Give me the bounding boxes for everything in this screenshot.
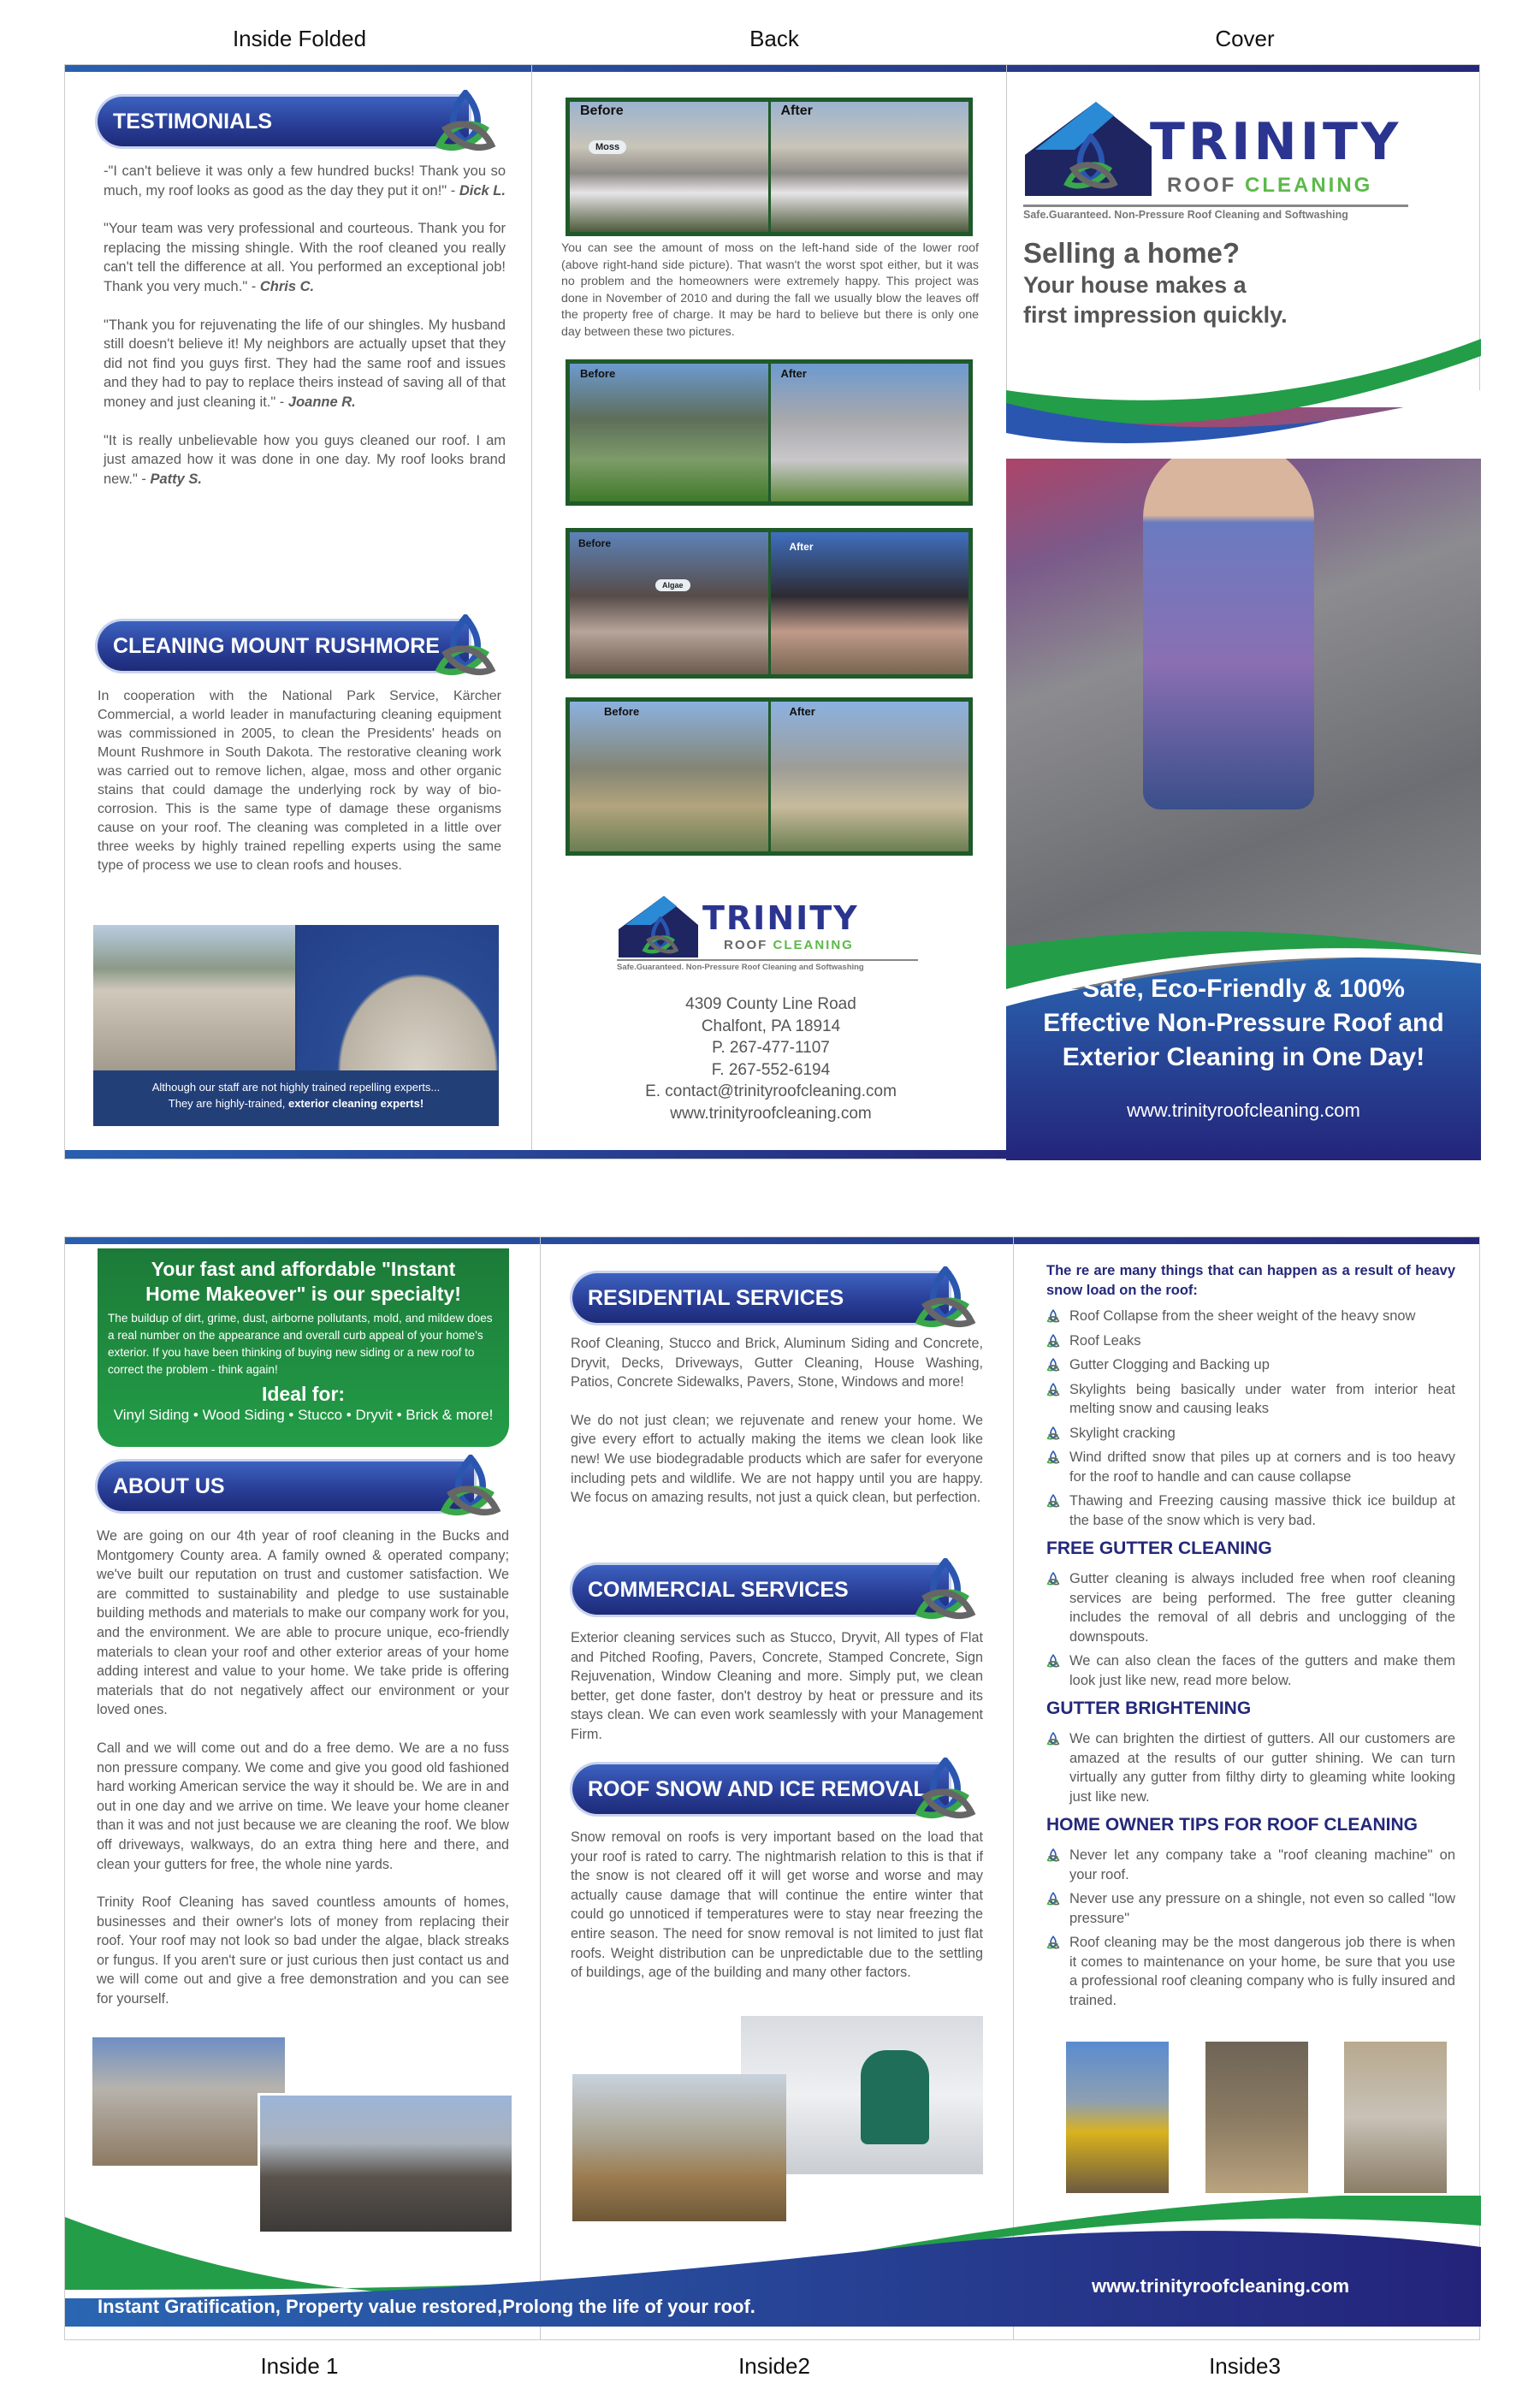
testimonial: "Thank you for rejuvenating the life of our shingles. My husband still doesn't believe it! My neighbors are actually upset that they did not find you guys first. They had the same roof and issues and they had to pay to replace theirs instead of saving all of that money and just cleaning it." - Joanne R.: [104, 317, 506, 410]
inside3-content: [1046, 1261, 1455, 2015]
residential-title: RESIDENTIAL SERVICES: [588, 1286, 844, 1310]
trinity-knot-icon: [433, 614, 498, 676]
rushmore-header: [98, 621, 469, 671]
list-item: Roof Collapse from the sheer weight of the heavy snow: [1046, 1307, 1455, 1326]
cover-tagline: [1006, 972, 1481, 1128]
commercial-title: COMMERCIAL SERVICES: [588, 1578, 849, 1602]
trinity-bullet-icon: [1046, 1572, 1060, 1586]
trinity-knot-icon: [913, 1758, 978, 1819]
before-label: Before: [580, 104, 624, 118]
cover-tagline-1: Safe, Eco-Friendly & 100%: [1082, 975, 1405, 1003]
snow-load-list: [1046, 1307, 1455, 1530]
after-label: After: [780, 367, 807, 380]
gutter-brightening-title: GUTTER BRIGHTENING: [1046, 1699, 1252, 1718]
brochure-outside-sheet: [64, 64, 1480, 1159]
residential-text: [571, 1334, 983, 1527]
before-label: Before: [604, 705, 640, 718]
instant-makeover-box: [98, 1248, 509, 1447]
logo-tagline: Safe.Guaranteed. Non-Pressure Roof Cleaning and Softwashing: [1023, 205, 1408, 221]
testimonial-author: Joanne R.: [287, 394, 356, 410]
free-gutter-cleaning-title: FREE GUTTER CLEANING: [1046, 1538, 1272, 1558]
trinity-knot-icon: [913, 1266, 978, 1328]
testimonials-header: [98, 97, 469, 146]
promo-text: The buildup of dirt, grime, dust, airborne pollutants, mold, and mildew does a real number on the appearance and overall curb appeal of your home's exterior. If you have been thinking of buying new siding or a new roof to correct the problem - think again!: [108, 1312, 493, 1376]
list-item: Skylight cracking: [1046, 1424, 1455, 1444]
list-item: Wind drifted snow that piles up at corners and is too heavy for the roof to handle and can cause collapse: [1046, 1448, 1455, 1486]
logo-roof: ROOF: [724, 938, 768, 952]
testimonial: "Your team was very professional and courteous. Thank you for replacing the missing shingle. With the roof cleaned you really can't tell the difference at all. You performed an exceptional job! Thank you very much." - Chris C.: [104, 221, 506, 294]
footer-website-link[interactable]: www.trinityroofcleaning.com: [1092, 2275, 1350, 2297]
about-us-header: [98, 1461, 474, 1511]
snow-removal-title: ROOF SNOW AND ICE REMOVAL: [588, 1777, 927, 1801]
algae-tag: Algae: [655, 579, 690, 591]
inside3-photo-gutter: [1205, 2042, 1308, 2193]
brochure-inside-sheet: [64, 1236, 1480, 2340]
trinity-bullet-icon: [1046, 1732, 1060, 1746]
fax: F. 267-552-6194: [711, 1060, 831, 1079]
trinity-bullet-icon: [1046, 1358, 1060, 1372]
after-label: After: [789, 705, 815, 718]
rushmore-title: CLEANING MOUNT RUSHMORE: [113, 634, 440, 658]
bottom-stripe: [65, 1150, 1006, 1159]
company-logo-back: [617, 891, 925, 981]
trinity-knot-icon: [438, 1455, 503, 1516]
list-item: Skylights being basically under water from interior heat melting snow and causing leaks: [1046, 1380, 1455, 1419]
company-logo-cover: [1023, 95, 1468, 232]
snow-removal-text: Snow removal on roofs is very important based on the load that your roof is rated to carry. The nightmarish relation to this is that if the snow is not cleared off it will get worse and worse and may actually cause damage that will continue the entire winter that could go unnoticed if temperatures were to stay near freezing the entire season. The need for snow removal is not limited to just flat roofs. Weight distribution can be unpredictable due to the settling of buildings, age of the building and many other factors.: [571, 1829, 983, 1981]
cover-tagline-3: Exterior Cleaning in One Day!: [1062, 1043, 1425, 1071]
trinity-bullet-icon: [1046, 1450, 1060, 1464]
list-item: Never let any company take a "roof cleaning machine" on your roof.: [1046, 1846, 1455, 1884]
cover-photo-gutter-cleaning: [1006, 407, 1481, 989]
fold-line: [1013, 1237, 1014, 2339]
list-item: We can also clean the faces of the gutters and make them look just like new, read more below.: [1046, 1651, 1455, 1690]
logo-cleaning: CLEANING: [1245, 174, 1373, 197]
about-us-text: [97, 1527, 509, 2028]
top-stripe: [65, 1237, 1479, 1244]
panel-label-back: Back: [749, 26, 799, 51]
list-item: Never use any pressure on a shingle, not even so called "low pressure": [1046, 1889, 1455, 1928]
logo-roof: ROOF: [1167, 174, 1237, 197]
address: 4309 County Line Road: [685, 995, 856, 1013]
rushmore-text: In cooperation with the National Park Service, Kärcher Commercial, a world leader in manufacturing cleaning equipment was commissioned in 2005, to clean the Presidents' heads on Mount Rushmore in South Dakota. The restorative cleaning work was carried out to remove lichen, algae, moss and other organic stains that could damage the underlying rock by way of bio-corrosion. This is the same type of damage these organisms cause on your roof. The cleaning was completed in a little over three weeks by highly trained repelling experts using the same type of process we use to clean roofs and houses.: [98, 689, 501, 873]
footer-wave: [65, 2196, 1481, 2341]
trinity-bullet-icon: [1046, 1334, 1060, 1348]
about-paragraph: Trinity Roof Cleaning has saved countless amounts of homes, businesses and their owner's lots of money from replacing their roof. Your roof may not look so bad under the algae, black streaks or fungus. If you aren't sure or just curious then just contact us and we will come out and give a free demonstration and you can see for yourself.: [97, 1894, 509, 2007]
before-after-photo-3: [566, 528, 973, 679]
fold-line: [531, 65, 532, 1159]
cover-top-wave: [1006, 339, 1481, 459]
brightening-list: [1046, 1729, 1455, 1806]
before-label: Before: [578, 537, 612, 549]
ideal-for-list: Vinyl Siding • Wood Siding • Stucco • Dryvit • Brick & more!: [113, 1407, 494, 1423]
panel-label-inside-3: Inside3: [1209, 2353, 1281, 2379]
list-item: We can brighten the dirtiest of gutters. All our customers are amazed at the results of our gutter shining. We can turn virtually any gutter from filthy dirty to gleaming white looking just like new.: [1046, 1729, 1455, 1806]
testimonial: -"I can't believe it was only a few hundred bucks! Thank you so much, my roof looks as good as the day they put it on!" - Dick L.: [104, 163, 506, 199]
home-owner-tips-title: HOME OWNER TIPS FOR ROOF CLEANING: [1046, 1815, 1418, 1835]
cover-headline-block: [1023, 236, 1400, 330]
cover-subhead-2: first impression quickly.: [1023, 302, 1288, 328]
inside3-photo-driveway: [1344, 2042, 1447, 2193]
panel-label-inside-folded: Inside Folded: [232, 26, 367, 51]
logo-wordmark: TRINITY: [1150, 112, 1402, 172]
trinity-bullet-icon: [1046, 1426, 1060, 1440]
after-label: After: [780, 104, 813, 118]
logo-tagline: Safe.Guaranteed. Non-Pressure Roof Cleaning and Softwashing: [617, 959, 918, 972]
city: Chalfont, PA 18914: [701, 1017, 841, 1035]
inside1-photo-roof-worker: [92, 2037, 285, 2166]
house-splash-icon: [617, 891, 711, 959]
top-stripe: [65, 65, 1479, 72]
trinity-bullet-icon: [1046, 1654, 1060, 1668]
promo-title: Your fast and affordable "Instant Home Makeover" is our specialty!: [145, 1258, 461, 1305]
before-after-photo-1: [566, 98, 973, 236]
commercial-services-header: [572, 1565, 949, 1615]
rushmore-caption-line2: They are highly-trained,: [168, 1097, 288, 1110]
trinity-bullet-icon: [1046, 1494, 1060, 1508]
before-after-photo-2: [566, 359, 973, 506]
list-item: Gutter cleaning is always included free when roof cleaning services are being performed. The free gutter cleaning includes the removal of all debris and unclogging of the downspouts.: [1046, 1569, 1455, 1646]
panel-label-cover: Cover: [1215, 26, 1275, 51]
trinity-bullet-icon: [1046, 1892, 1060, 1906]
before-label: Before: [580, 367, 616, 380]
rushmore-photo: [93, 925, 499, 1126]
rushmore-caption-emphasis: exterior cleaning experts!: [287, 1097, 424, 1110]
tips-list: [1046, 1846, 1455, 2010]
trinity-bullet-icon: [1046, 1309, 1060, 1323]
panel-label-inside-2: Inside2: [738, 2353, 810, 2379]
cover-headline: Selling a home?: [1023, 237, 1241, 269]
logo-cleaning: CLEANING: [773, 938, 854, 952]
trinity-bullet-icon: [1046, 1848, 1060, 1862]
list-item: Roof Leaks: [1046, 1331, 1455, 1351]
inside3-photo-worker-yellow: [1066, 2042, 1169, 2193]
cover-website-link[interactable]: www.trinityroofcleaning.com: [1127, 1100, 1360, 1121]
footer-slogan: Instant Gratification, Property value restored,Prolong the life of your roof.: [98, 2296, 755, 2317]
testimonials-list: [104, 162, 506, 507]
about-paragraph: We are going on our 4th year of roof cleaning in the Bucks and Montgomery County area. A family owned & operated company; we've built our reputation on trust and customer satisfaction. We are committed to sustainability and pledge to use sustainable building methods and materials to make our company work for you, and the environment. We are able to procure unique, eco-friendly materials to clean your roof and other exterior areas of your home adding interest and value to your home. We take pride is offering materials that do not negatively affect our environment or your loved ones.: [97, 1528, 509, 1718]
ideal-for-title: Ideal for:: [261, 1383, 346, 1405]
phone[interactable]: P. 267-477-1107: [712, 1039, 830, 1057]
testimonial-author: Dick L.: [459, 182, 506, 199]
list-item: Thawing and Freezing causing massive thick ice buildup at the base of the snow which is very bad.: [1046, 1491, 1455, 1530]
trinity-knot-icon: [913, 1558, 978, 1620]
contact-block: [561, 993, 980, 1124]
trinity-knot-icon: [433, 90, 498, 151]
before-after-description: You can see the amount of moss on the left-hand side of the lower roof (above right-hand side picture). That wasn't the worst spot either, but it was no problem and the homeowners were extremely happy. This project was done in November of 2010 and during the fall we usually blow the leaves off the property free of charge. It may be hard to believe but there is only one day between these two pictures.: [561, 241, 979, 339]
website-link[interactable]: www.trinityroofcleaning.com: [670, 1104, 872, 1123]
before-after-photo-4: [566, 697, 973, 856]
residential-services-header: [572, 1273, 949, 1323]
testimonial-author: Patty S.: [150, 471, 202, 487]
cover-subhead-1: Your house makes a: [1023, 272, 1247, 298]
list-item: Gutter Clogging and Backing up: [1046, 1355, 1455, 1375]
residential-paragraph: Roof Cleaning, Stucco and Brick, Aluminum Siding and Concrete, Dryvit, Decks, Driveways, Gutter Cleaning, House Washing, Patios, Concrete Sidewalks, Pavers, Stone, Windows and more!: [571, 1336, 983, 1390]
list-item: Roof cleaning may be the most dangerous job there is when it comes to maintenance on your home, be sure that you use a professional roof cleaning company who is fully insured and trained.: [1046, 1933, 1455, 2010]
cover-tagline-2: Effective Non-Pressure Roof and: [1043, 1009, 1444, 1037]
panel-label-inside-1: Inside 1: [260, 2353, 339, 2379]
moss-tag: Moss: [589, 140, 626, 154]
snow-removal-header: [572, 1764, 949, 1814]
trinity-bullet-icon: [1046, 1383, 1060, 1396]
commercial-text: Exterior cleaning services such as Stucco, Dryvit, All types of Flat and Pitched Roofing, Pavers, Concrete, Stamped Concrete, Sign Rejuvenation, Window Cleaning and more. Simply put, we clean better, get done faster, don't destroy by heat or pressure and its stays clean. We can even work seamlessly with your Management Firm.: [571, 1630, 983, 1742]
house-splash-icon: [1023, 95, 1160, 198]
logo-wordmark: TRINITY: [702, 899, 859, 937]
residential-paragraph: We do not just clean; we rejuvenate and renew your home. We give every effort to actually making the items we clean look like new! We use biodegradable products which are safer for everyone including pets and wildlife. We are not happy until you are happy. We focus on amazing results, not just a quick clean, but perfection.: [571, 1412, 983, 1506]
gutter-list: [1046, 1569, 1455, 1690]
trinity-bullet-icon: [1046, 1936, 1060, 1949]
email-link[interactable]: E. contact@trinityroofcleaning.com: [645, 1082, 897, 1100]
about-paragraph: Call and we will come out and do a free demo. We are a no fuss non pressure company. We come and give you good old fashioned hard working American service the way it should be. We are in and out in one day and we arrive on time. We leave your home cleaner than it was and not just because we are cleaning the roof. We blow off driveways, walkways, do an extra thing here and there, and clean your gutters for free, the whole nine yards.: [97, 1740, 509, 1872]
about-us-title: ABOUT US: [113, 1474, 225, 1498]
testimonial: "It is really unbelievable how you guys cleaned our roof. I am just amazed how it was done in one day. My roof looks brand new." - Patty S.: [104, 432, 506, 487]
testimonial-author: Chris C.: [259, 278, 315, 294]
rushmore-caption-line1: Although our staff are not highly trained repelling experts...: [151, 1081, 441, 1094]
snow-load-intro: The re are many things that can happen as a result of heavy snow load on the roof:: [1046, 1263, 1455, 1298]
testimonials-title: TESTIMONIALS: [113, 110, 273, 133]
fold-line: [540, 1237, 541, 2339]
after-label: After: [789, 541, 814, 553]
